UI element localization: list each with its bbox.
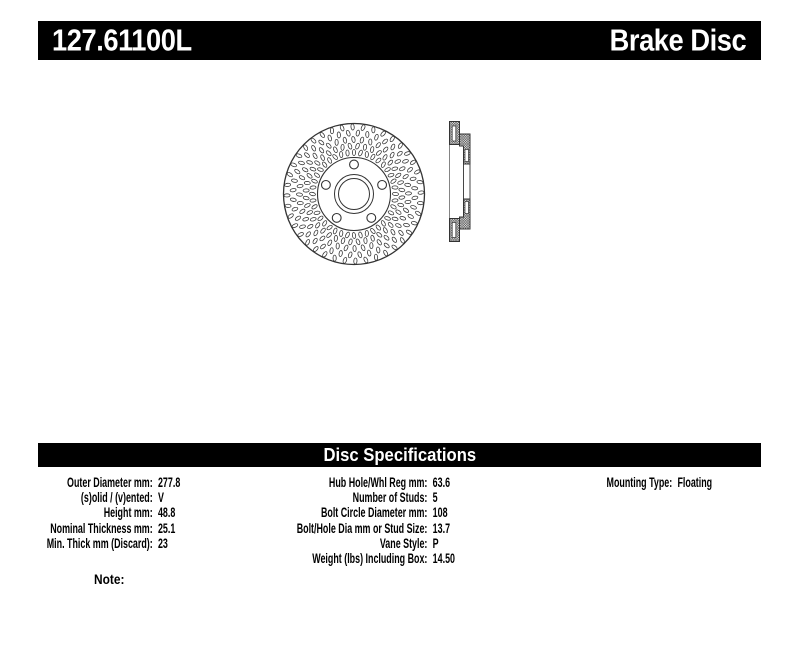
spec-column-middle xyxy=(269,475,455,566)
spec-value: 23 xyxy=(157,535,168,551)
spec-section-header xyxy=(38,443,761,467)
spec-row xyxy=(269,536,455,551)
spec-value: 5 xyxy=(432,490,438,506)
spec-row xyxy=(24,521,180,536)
spec-label: Nominal Thickness mm: xyxy=(50,520,153,536)
spec-label: Bolt/Hole Dia mm or Stud Size: xyxy=(296,520,428,536)
spec-label: Mounting Type: xyxy=(606,475,673,490)
spec-row xyxy=(269,475,455,490)
bolt-hole xyxy=(367,214,376,223)
spec-value: 13.7 xyxy=(432,520,451,536)
spec-label: Vane Style: xyxy=(379,535,428,551)
spec-value: 48.8 xyxy=(157,505,176,521)
spec-row xyxy=(593,475,712,490)
spec-value: 25.1 xyxy=(157,520,176,536)
section-bottom-hat-window xyxy=(465,202,469,214)
spec-row xyxy=(269,551,455,566)
bolt-hole xyxy=(378,181,387,190)
spec-section-title: Disc Specifications xyxy=(323,444,476,465)
spec-label: Number of Studs: xyxy=(352,490,428,506)
spec-row xyxy=(269,521,455,536)
spec-row xyxy=(269,505,455,520)
part-number: 127.61100L xyxy=(52,21,192,57)
disc-front-view xyxy=(284,124,425,265)
spec-value: 14.50 xyxy=(432,551,455,567)
spec-label: Bolt Circle Diameter mm: xyxy=(320,505,428,521)
spec-label: Hub Hole/Whl Reg mm: xyxy=(328,475,428,490)
center-bore-chamfer xyxy=(335,175,374,214)
section-bottom-vent-slot xyxy=(452,223,456,238)
section-top-hat-window xyxy=(465,150,469,162)
spec-label: Weight (lbs) Including Box: xyxy=(312,551,428,567)
spec-row xyxy=(24,536,180,551)
spec-value: 108 xyxy=(432,505,448,521)
bolt-hole xyxy=(322,181,331,190)
spec-value: Floating xyxy=(677,475,713,490)
spec-value: V xyxy=(157,490,164,506)
center-bore xyxy=(339,179,370,210)
disc-section-view xyxy=(450,122,471,242)
note-label: Note: xyxy=(94,571,125,587)
spec-row xyxy=(24,475,180,490)
spec-label: (s)olid / (v)ented: xyxy=(80,490,153,506)
bolt-hole xyxy=(350,160,359,169)
spec-label: Min. Thick mm (Discard): xyxy=(46,535,153,551)
section-top-vent-slot xyxy=(452,126,456,141)
spec-row xyxy=(24,505,180,520)
spec-column-right xyxy=(593,475,712,490)
spec-value: 63.6 xyxy=(432,475,451,490)
spec-label: Outer Diameter mm: xyxy=(67,475,153,490)
product-type-title: Brake Disc xyxy=(609,21,746,57)
spec-value: P xyxy=(432,535,439,551)
bolt-holes xyxy=(322,160,387,222)
drill-pattern xyxy=(284,124,424,264)
spec-column-left xyxy=(24,475,180,551)
spec-row xyxy=(24,490,180,505)
spec-label: Height mm: xyxy=(103,505,153,521)
spec-value: 277.8 xyxy=(157,475,181,490)
spec-row xyxy=(269,490,455,505)
bolt-hole xyxy=(332,214,341,223)
